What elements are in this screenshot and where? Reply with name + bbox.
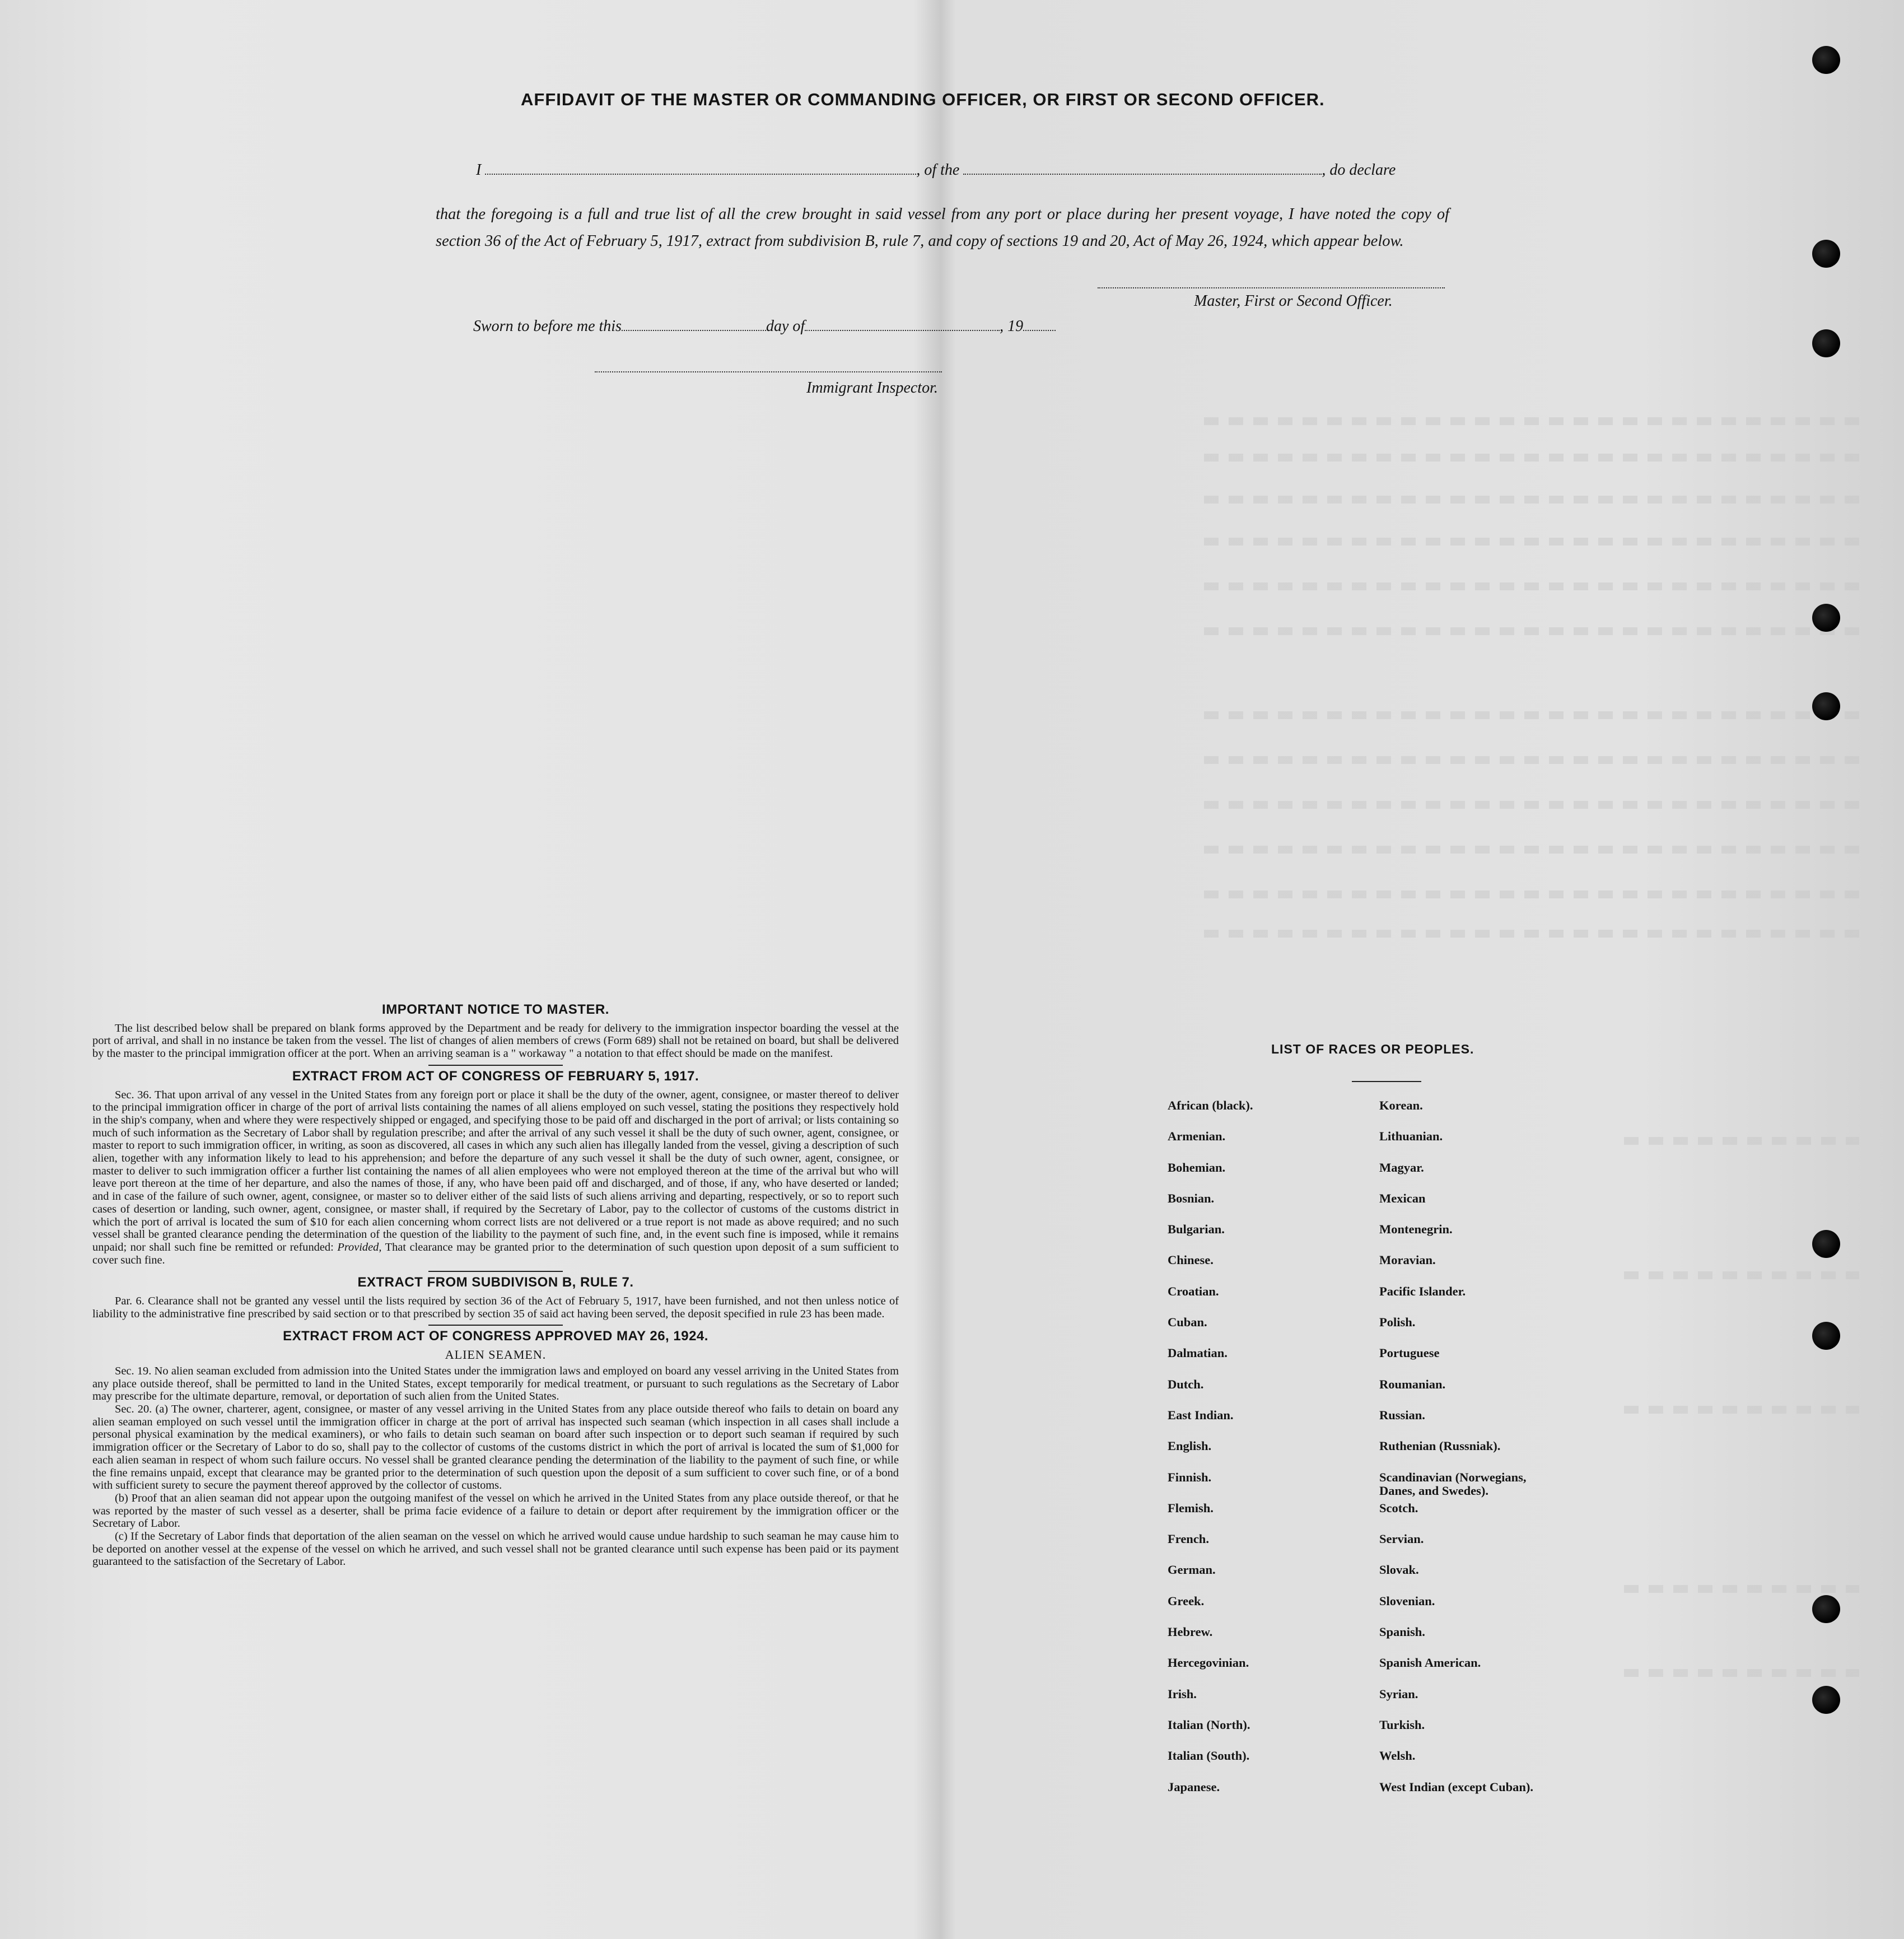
section-divider: [428, 1271, 563, 1272]
race-item: Hercegovinian.: [1168, 1656, 1249, 1670]
race-item: Korean.: [1379, 1098, 1423, 1112]
inspector-signature-label: Immigrant Inspector.: [806, 379, 938, 397]
bleed-through-row: [1204, 627, 1859, 635]
bleed-through-row: [1204, 538, 1859, 546]
race-item: Montenegrin.: [1379, 1222, 1453, 1237]
affidavit-title: AFFIDAVIT OF THE MASTER OR COMMANDING OFFICER, OR FIRST OR SECOND OFFICER.: [521, 90, 1325, 109]
race-item: Servian.: [1379, 1532, 1424, 1546]
race-item: Roumanian.: [1379, 1377, 1446, 1391]
race-item: African (black).: [1168, 1098, 1253, 1112]
sworn-year-field[interactable]: [1023, 318, 1056, 331]
race-item: Greek.: [1168, 1593, 1205, 1608]
race-item: Moravian.: [1379, 1253, 1436, 1267]
vessel-name-field[interactable]: [963, 161, 1322, 175]
sworn-day-of-label: day of: [766, 318, 805, 335]
race-item: Scandinavian (Norwegians, Danes, and Swedes).: [1379, 1470, 1527, 1498]
extract-rule7-body: Par. 6. Clearance shall not be granted any vessel until the lists required by section 36 of the Act of February 5, 1917, have been furnished, and not then unless notice of liability to the administrative fine prescribed by said section or to that prescribed by section 35 of said act having been served, the deposit specified in rule 23 has been made.: [92, 1295, 899, 1320]
race-item: German.: [1168, 1563, 1216, 1577]
sworn-prefix-label: Sworn to before me this: [473, 318, 622, 335]
declaration-line: [476, 161, 1450, 179]
punch-hole: [1812, 1595, 1840, 1623]
race-item: Portuguese: [1379, 1346, 1440, 1360]
extract-1917-body: [92, 1089, 899, 1267]
punch-hole: [1812, 1686, 1840, 1714]
sworn-day-field[interactable]: [622, 318, 766, 331]
bleed-through-row: [1204, 711, 1859, 719]
sworn-line: [473, 318, 1056, 335]
bleed-through-row: [1204, 930, 1859, 938]
punch-hole: [1812, 329, 1840, 357]
race-item: Spanish.: [1379, 1625, 1425, 1639]
extract-1917-text: Sec. 36. That upon arrival of any vessel in the United States from any foreign port or place it shall be the duty of the owner, agent, consignee, or master thereof to deliver to the principal immigration officer in charge of the port of arrival lists containing the names of all aliens employed on such vessel, stating the positions they respectively hold in the ship's company, when and where they were respectively shipped or engaged, and specifying those to be paid off and discharged in the port of arrival; or lists containing so much of such information as the Secretary of Labor shall by regulation prescribe; and after the arrival of any such vessel it shall be the duty of such owner, agent, consignee, or master to report to such immigration officer, in writing, as soon as discovered, all cases in which any such alien has illegally landed from the vessel, giving a description of such alien, together with any information likely to lead to his apprehension; and before the departure of any such vessel it shall be the duty of such owner, agent, consignee, or master to deliver to such immigration officer a further list containing the names of all alien employees who were not employed thereon at the time of the arrival but who will leave port thereon at the time of her departure, and also the names of those, if any, who have been paid off and discharged, and of those, if any, who have deserted or landed; and in case of the failure of such owner, agent, consignee, or master so to deliver either of the said lists of such aliens arriving and departing, respectively, or so to report such cases of desertion or landing, such owner, agent, consignee, or master shall, if required by the Secretary of Labor, pay to the collector of customs of the customs district in which the port of arrival is located the sum of $10 for each alien concerning whom correct lists are not delivered or a true report is not made as above required; and no such vessel shall be granted clearance pending the determination of the question of the liability to the payment of such fine, and, in the event such fine is imposed, while it remains unpaid; nor shall such fine be remitted or refunded:: [92, 1088, 899, 1253]
notice-and-extracts: [92, 1000, 899, 1568]
race-item: East Indian.: [1168, 1407, 1234, 1422]
bleed-through-row: [1624, 1585, 1859, 1593]
race-item: Armenian.: [1168, 1129, 1226, 1144]
punch-hole: [1812, 240, 1840, 268]
race-item: Pacific Islander.: [1379, 1284, 1466, 1298]
race-item: Syrian.: [1379, 1686, 1418, 1701]
master-signature-line[interactable]: [1098, 287, 1445, 288]
inspector-signature-line[interactable]: [595, 371, 942, 372]
bleed-through-row: [1624, 1137, 1859, 1145]
race-item: Hebrew.: [1168, 1625, 1213, 1639]
bleed-through-row: [1204, 891, 1859, 898]
races-column-right: [1379, 1099, 1564, 1811]
race-item: Croatian.: [1168, 1284, 1219, 1298]
race-item: Italian (North).: [1168, 1717, 1250, 1732]
declarant-name-field[interactable]: [485, 161, 916, 175]
race-item: Magyar.: [1379, 1160, 1424, 1174]
race-item: Turkish.: [1379, 1717, 1425, 1732]
race-item: Spanish American.: [1379, 1656, 1481, 1670]
race-item: Flemish.: [1168, 1500, 1214, 1515]
punch-hole: [1812, 46, 1840, 74]
race-item: Cuban.: [1168, 1315, 1207, 1330]
race-item: Mexican: [1379, 1191, 1426, 1205]
bleed-through-row: [1624, 1406, 1859, 1414]
race-item: Finnish.: [1168, 1470, 1212, 1484]
declaration-of-the-label: , of the: [916, 161, 960, 179]
race-item: English.: [1168, 1439, 1212, 1453]
extract-1924-title: EXTRACT FROM ACT OF CONGRESS APPROVED MAY 26, 1924.: [283, 1329, 708, 1344]
extract-1924-sec20b: (b) Proof that an alien seaman did not appear upon the outgoing manifest of the vessel on which he arrived in the United States from any place outside thereof, or that he was reported by the master of such vessel as a deserter, shall be prima facie evidence of a failure to detain or deport after requirement by the immigration officer or the Secretary of Labor.: [92, 1491, 899, 1530]
master-signature-label: Master, First or Second Officer.: [1194, 292, 1393, 310]
race-item: Bohemian.: [1168, 1160, 1226, 1174]
race-item: Welsh.: [1379, 1749, 1416, 1763]
declaration-do-declare-label: , do declare: [1322, 161, 1396, 179]
race-item: Scotch.: [1379, 1500, 1418, 1515]
notice-body: The list described below shall be prepared on blank forms approved by the Department and be ready for delivery to the immigration inspector boarding the vessel at the port of arrival, and shall in no instance be taken from the vessel. The list of changes of alien members of crews (Form 689) shall not be retained on board, but shall be delivered by the master to the principal immigration officer at the port. When an arriving seaman is a " workaway " a notation to that effect should be made on the manifest.: [92, 1022, 899, 1060]
bleed-through-row: [1204, 801, 1859, 809]
race-item: Slovak.: [1379, 1563, 1419, 1577]
punch-hole: [1812, 1230, 1840, 1258]
race-item: Polish.: [1379, 1315, 1416, 1330]
race-item: French.: [1168, 1532, 1209, 1546]
race-item: Dutch.: [1168, 1377, 1204, 1391]
race-item: Russian.: [1379, 1407, 1425, 1422]
affidavit-body: that the foregoing is a full and true list of all the crew brought in said vessel from any port or place during her present voyage, I have noted the copy of section 36 of the Act of February 5, 1917, extract from subdivision B, rule 7, and copy of sections 19 and 20, Act of May 26, 1924, which appear below.: [436, 205, 1449, 250]
declaration-i-label: I: [476, 161, 482, 179]
sworn-year-label: , 19: [1000, 318, 1024, 335]
bleed-through-row: [1204, 454, 1859, 462]
extract-1917-proviso-text: That clearance may be granted prior to the determination of such question upon deposit of a sum sufficient to cover such fine.: [92, 1241, 899, 1266]
extract-1924-sec20a: Sec. 20. (a) The owner, charterer, agent, consignee, or master of any vessel arriving in the United States from any place outside thereof who fails to detain on board any alien seaman employed on such vessel until the immigration officer in charge at the port of arrival has inspected such seaman (which inspection in all cases shall include a personal physical examination by the medical examiners), or who fails to detain such seaman on board after such inspection or to deport such seaman if required by such immigration officer or the Secretary of Labor to do so, shall pay to the collector of customs of the customs district in which the port of arrival is located the sum of $1,000 for each alien seaman in respect of whom such failure occurs. No vessel shall be granted clearance pending the determination of the liability to the payment of such fine, or while the fine remains unpaid, except that clearance may be granted prior to the determination of such question upon the deposit of a sum sufficient to cover such fine, or of a bond with sufficient surety to secure the payment thereof approved by the collector of customs.: [92, 1402, 899, 1492]
race-item: Bosnian.: [1168, 1191, 1215, 1205]
sworn-month-field[interactable]: [805, 318, 1000, 331]
extract-1924-sec19: Sec. 19. No alien seaman excluded from admission into the United States under the immigration laws and employed on board any vessel arriving in the United States from any place outside thereof, shall be permitted to land in the United States, except temporarily for medical treatment, or pursuant to such regulations as the Secretary of Labor may prescribe for the ultimate departure, removal, or deportation of such alien from the United States.: [92, 1364, 899, 1403]
extract-1924-sec20c: (c) If the Secretary of Labor finds that deportation of the alien seaman on the vessel on which he arrived would cause undue hardship to such seaman he may cause him to be deported on another vessel at the expense of the vessel on which he arrived, and such vessel shall not be granted clearance until such expense has been paid or its payment guaranteed to the satisfaction of the Secretary of Labor.: [92, 1530, 899, 1568]
alien-seamen-subtitle: ALIEN SEAMEN.: [445, 1348, 547, 1362]
race-item: West Indian (except Cuban).: [1379, 1779, 1534, 1794]
race-item: Slovenian.: [1379, 1593, 1435, 1608]
bleed-through-row: [1204, 846, 1859, 854]
section-divider: [428, 1325, 563, 1326]
section-divider: [428, 1065, 563, 1066]
punch-hole: [1812, 1322, 1840, 1350]
extract-1917-proviso-word: Provided,: [337, 1241, 382, 1253]
bleed-through-row: [1624, 1271, 1859, 1279]
race-item: Ruthenian (Russniak).: [1379, 1439, 1501, 1453]
notice-title: IMPORTANT NOTICE TO MASTER.: [382, 1002, 609, 1017]
race-item: Japanese.: [1168, 1779, 1220, 1794]
race-item: Dalmatian.: [1168, 1346, 1228, 1360]
punch-hole: [1812, 604, 1840, 632]
bleed-through-row: [1624, 1669, 1859, 1677]
race-item: Bulgarian.: [1168, 1222, 1225, 1237]
races-column-left: [1168, 1099, 1253, 1811]
extract-1917-title: EXTRACT FROM ACT OF CONGRESS OF FEBRUARY 5, 1917.: [292, 1068, 699, 1084]
extract-rule7-title: EXTRACT FROM SUBDIVISON B, RULE 7.: [357, 1275, 634, 1290]
punch-hole: [1812, 692, 1840, 720]
bleed-through-row: [1204, 756, 1859, 764]
race-item: Irish.: [1168, 1686, 1197, 1701]
race-item: Lithuanian.: [1379, 1129, 1443, 1144]
bleed-through-row: [1204, 417, 1859, 425]
bleed-through-row: [1204, 582, 1859, 590]
race-item: Italian (South).: [1168, 1749, 1250, 1763]
race-item: Chinese.: [1168, 1253, 1214, 1267]
races-title-rule: [1352, 1081, 1421, 1082]
races-list-title: LIST OF RACES OR PEOPLES.: [1271, 1042, 1474, 1056]
bleed-through-row: [1204, 496, 1859, 504]
